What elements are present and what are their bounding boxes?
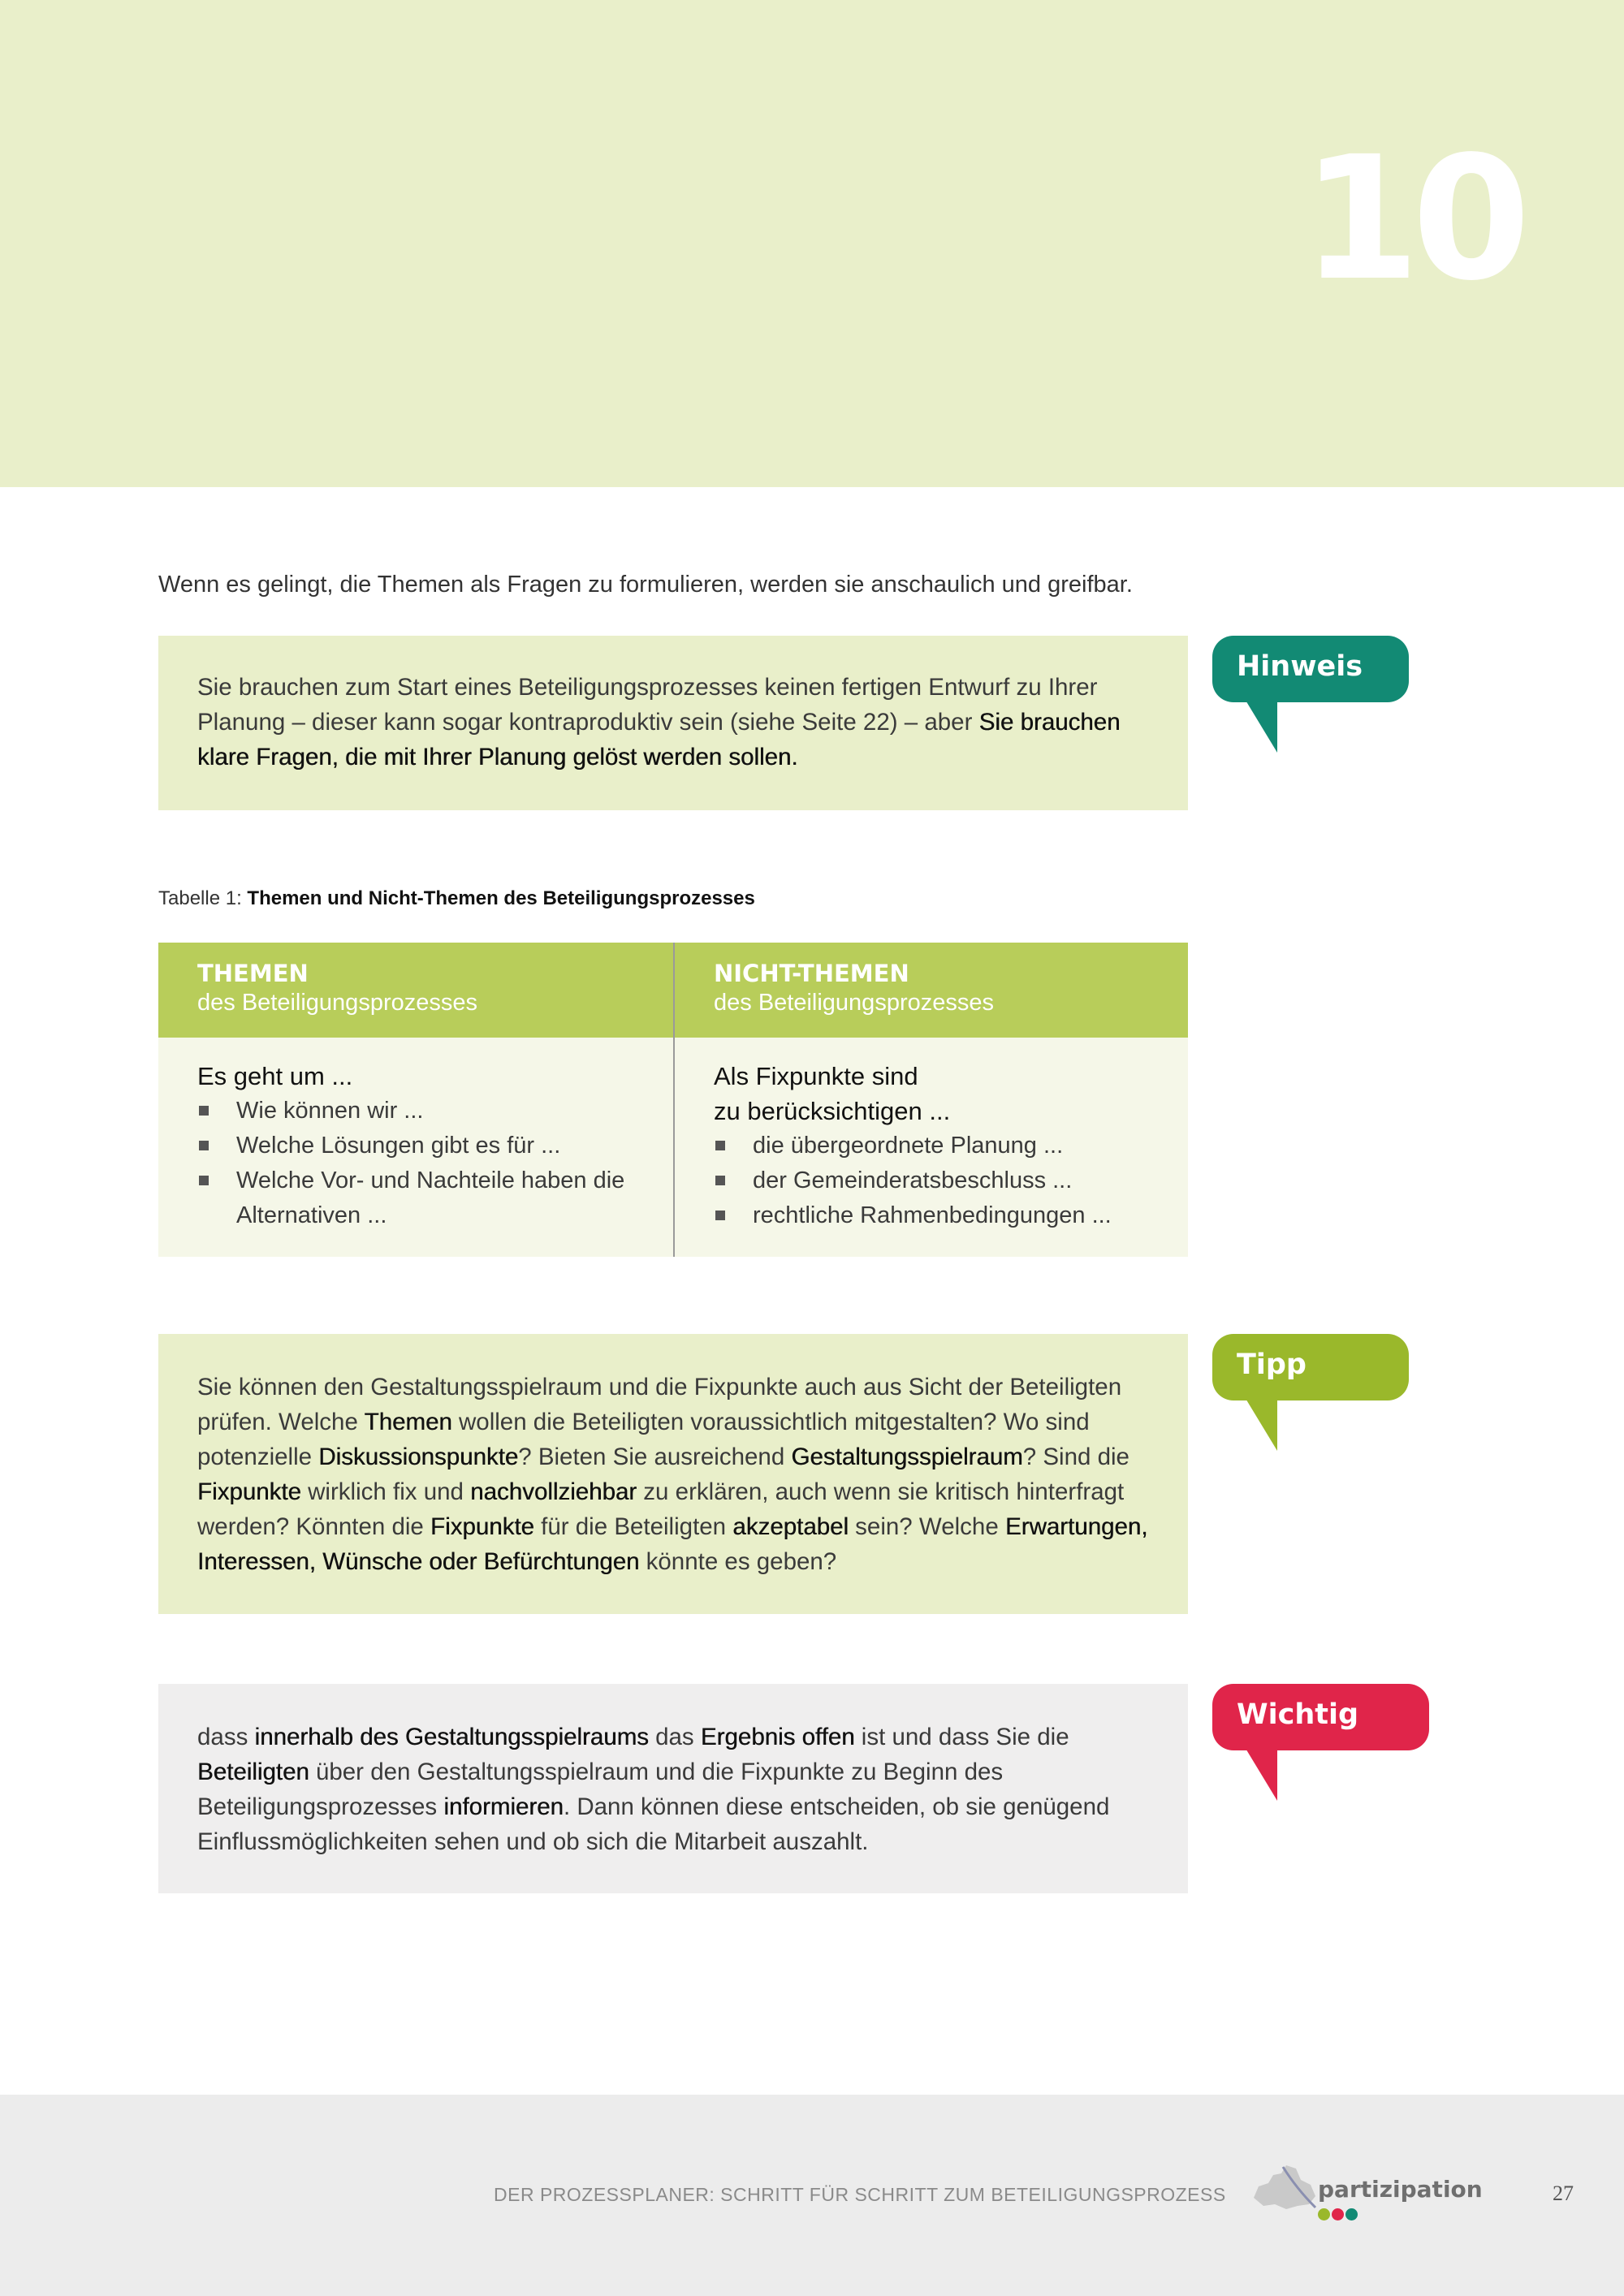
square-bullet-icon <box>715 1211 725 1220</box>
table-column-nicht-themen <box>673 943 1188 1257</box>
table-caption-prefix: Tabelle 1: <box>158 887 248 909</box>
tipp-keyword: Diskussionspunkte <box>318 1444 519 1470</box>
wichtig-keyword: informieren <box>443 1793 564 1820</box>
wichtig-keyword: Beteiligten <box>197 1759 309 1785</box>
page-number: 27 <box>1553 2182 1574 2205</box>
square-bullet-icon <box>199 1141 209 1150</box>
tipp-text: wollen die Beteiligten voraussichtlich mitgestalten? Wo sind potenzielle <box>197 1409 1090 1470</box>
table-header-cell <box>675 943 1188 1038</box>
intro-text: Wenn es gelingt, die Themen als Fragen zu formulieren, werden sie anschaulich und greifbar. <box>158 572 1133 598</box>
tipp-text: ? Sind die <box>1022 1444 1129 1470</box>
wichtig-bubble-tail <box>1245 1747 1277 1801</box>
logo-dot-green <box>1318 2208 1330 2220</box>
wichtig-text: . Dann können diese entscheiden, ob sie genügend Einflussmöglichkeiten sehen und ob sich die Mitarbeit auszahlt. <box>197 1793 1110 1855</box>
tipp-text: für die Beteiligten <box>533 1513 733 1540</box>
table-header-cell <box>158 943 673 1038</box>
logo-dot-red <box>1332 2208 1344 2220</box>
tipp-keyword: Fixpunkte <box>197 1478 301 1505</box>
column-subtitle: des Beteiligungsprozesses <box>197 990 477 1016</box>
wichtig-text: ist und dass Sie die <box>854 1724 1069 1750</box>
hinweis-box <box>158 636 1188 810</box>
tipp-bubble-tail <box>1245 1397 1277 1451</box>
column-title: NICHT-THEMEN <box>714 960 909 987</box>
table-body-cell <box>675 1038 1188 1257</box>
table-caption <box>158 887 755 910</box>
tipp-keyword: akzeptabel <box>732 1513 849 1540</box>
tipp-keyword: Fixpunkte <box>430 1513 534 1540</box>
column-subtitle: des Beteiligungsprozesses <box>714 990 994 1016</box>
list-item: der Gemeinderatsbeschluss ... <box>714 1163 1149 1198</box>
tipp-box <box>158 1334 1188 1614</box>
logo-wordmark: partizipation <box>1318 2176 1483 2203</box>
logo-dots <box>1318 2208 1359 2225</box>
wichtig-bubble: Wichtig ist, <box>1212 1684 1429 1750</box>
column-lead: Es geht um ... <box>197 1062 353 1090</box>
tipp-text: Sie können den Gestaltungsspielraum und die Fixpunkte auch aus Sicht der Beteiligten prüfen. Welche <box>197 1374 1122 1435</box>
column-lead-line2: zu berücksichtigen ... <box>714 1097 951 1125</box>
tipp-text: ? Bieten Sie ausreichend <box>518 1444 792 1470</box>
bullet-list <box>197 1094 634 1233</box>
wichtig-text: das <box>648 1724 701 1750</box>
hinweis-text-bold: Sie brauchen klare Fragen, die mit Ihrer Planung gelöst werden sollen. <box>197 709 1121 770</box>
square-bullet-icon <box>715 1176 725 1185</box>
tipp-text: zu erklären, auch wenn sie kritisch hinterfragt werden? Könnten die <box>197 1478 1125 1540</box>
tipp-keyword: nachvollziehbar <box>470 1478 637 1505</box>
square-bullet-icon <box>199 1106 209 1116</box>
wichtig-keyword: Ergebnis offen <box>700 1724 855 1750</box>
list-item: Welche Lösungen gibt es für ... <box>197 1129 634 1163</box>
hinweis-bubble: Hinweis <box>1212 636 1409 702</box>
list-item: Welche Vor- und Nachteile haben die Alternativen ... <box>197 1163 634 1233</box>
themes-table <box>158 943 1188 1257</box>
tipp-keyword: Erwartungen, Interessen, Wünsche oder Befürchtungen <box>197 1513 1148 1575</box>
bullet-list <box>714 1129 1149 1233</box>
list-item: rechtliche Rahmenbedingungen ... <box>714 1198 1149 1233</box>
footer-running-title: DER PROZESSPLANER: SCHRITT FÜR SCHRITT ZUM BETEILIGUNGSPROZESS <box>494 2184 1226 2205</box>
wichtig-text: über den Gestaltungsspielraum und die Fixpunkte zu Beginn des Beteiligungsprozesses <box>197 1759 1004 1820</box>
tipp-text: wirklich fix und <box>300 1478 471 1505</box>
tipp-text: sein? Welche <box>848 1513 1005 1540</box>
wichtig-keyword: innerhalb des Gestaltungsspielraums <box>254 1724 649 1750</box>
tipp-keyword: Themen <box>364 1409 452 1435</box>
wichtig-text: dass <box>197 1724 255 1750</box>
step-number: 10 <box>1301 119 1522 318</box>
column-lead: Als Fixpunkte sind <box>714 1062 918 1090</box>
hinweis-bubble-tail <box>1245 699 1277 753</box>
tipp-keyword: Gestaltungsspielraum <box>791 1444 1023 1470</box>
table-body-cell <box>158 1038 673 1257</box>
list-item: Wie können wir ... <box>197 1094 634 1129</box>
hinweis-text: Sie brauchen zum Start eines Beteiligungsprozesses keinen fertigen Entwurf zu Ihrer Planung – dieser kann sogar kontraproduktiv sein (siehe Seite 22) – aber <box>197 674 1098 736</box>
wichtig-box <box>158 1684 1188 1893</box>
square-bullet-icon <box>715 1141 725 1150</box>
table-column-themen <box>158 943 673 1257</box>
column-title: THEMEN <box>197 960 309 987</box>
list-item: die übergeordnete Planung ... <box>714 1129 1149 1163</box>
tipp-text: könnte es geben? <box>639 1548 837 1575</box>
square-bullet-icon <box>199 1176 209 1185</box>
table-caption-title: Themen und Nicht-Themen des Beteiligungsprozesses <box>247 887 755 909</box>
logo-dot-teal <box>1345 2208 1358 2220</box>
tipp-bubble: Tipp <box>1212 1334 1409 1400</box>
